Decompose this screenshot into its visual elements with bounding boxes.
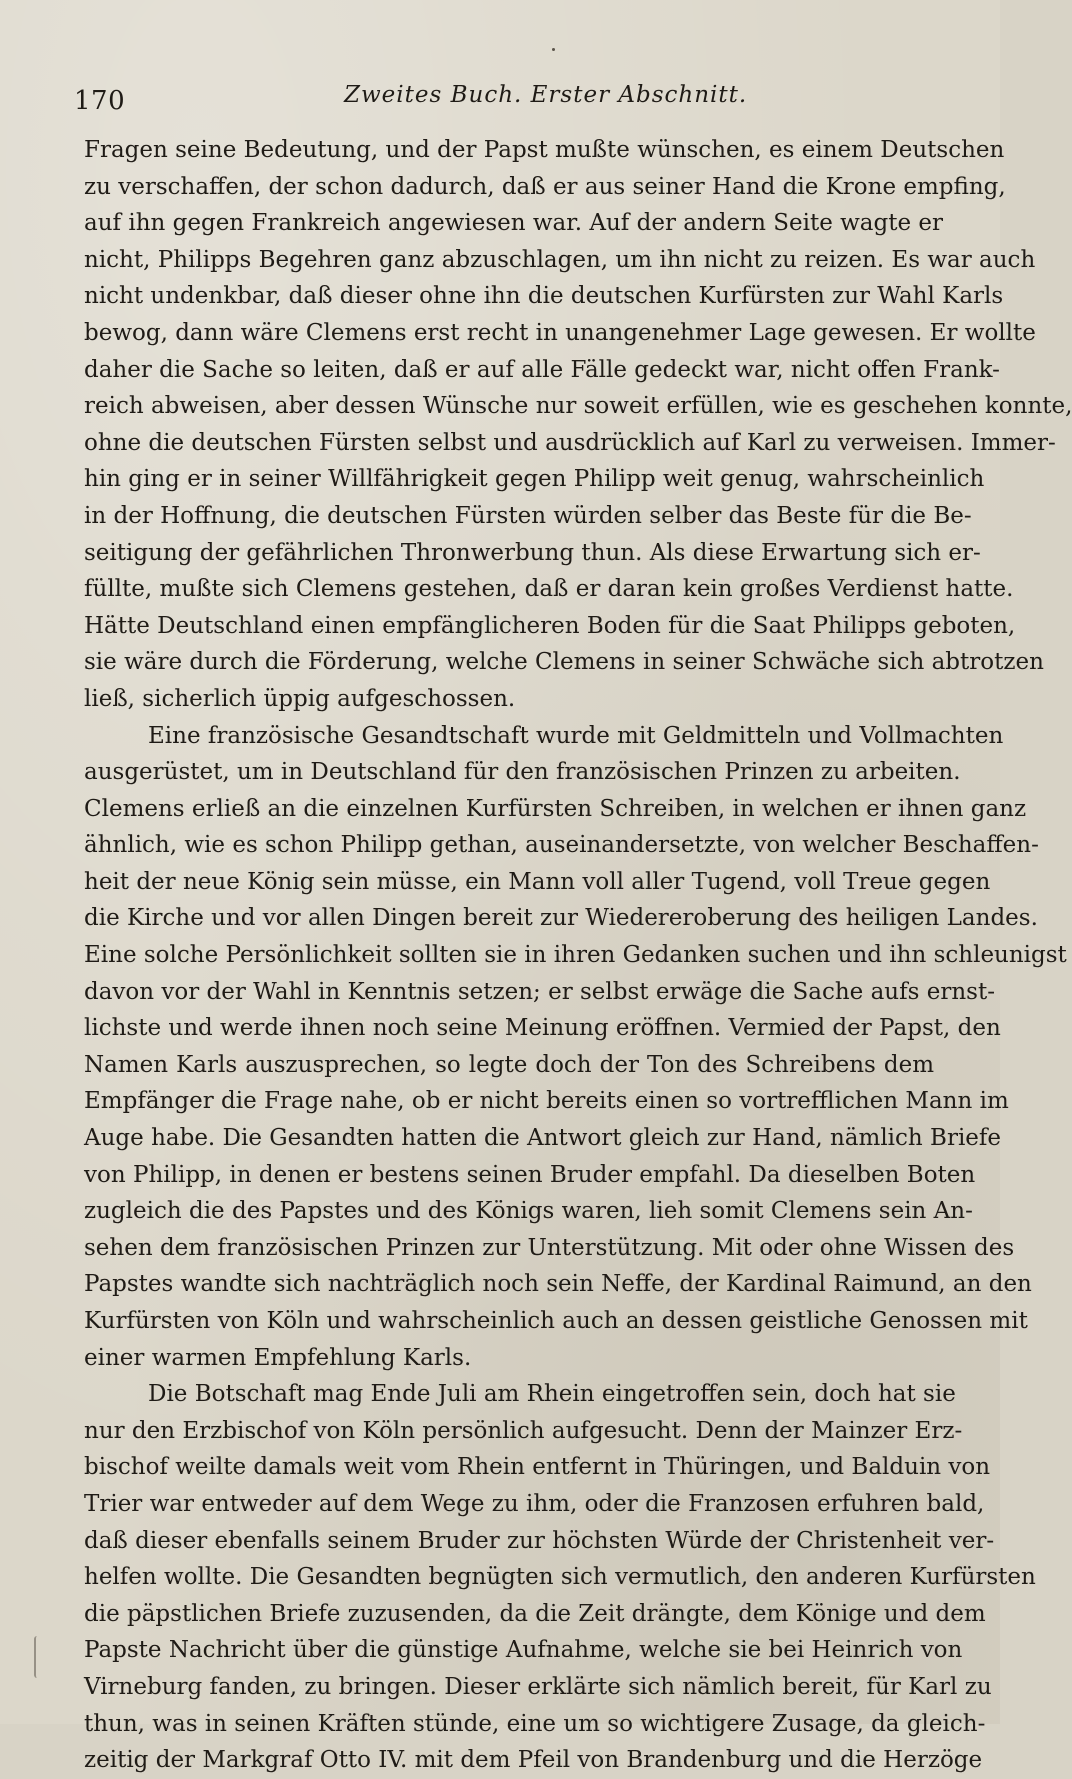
text-line: Kurfürsten von Köln und wahrscheinlich auch an dessen geistliche Genossen mit (84, 1308, 1028, 1334)
text-line: nicht, Philipps Begehren ganz abzuschlagen, um ihn nicht zu reizen. Es war auch (84, 246, 1036, 273)
text-line: lichste und werde ihnen noch seine Meinung eröffnen. Vermied der Papst, den (84, 1015, 1001, 1042)
text-line: Die Botschaft mag Ende Juli am Rhein eingetroffen sein, doch hat sie (148, 1381, 956, 1408)
body-text (84, 132, 1072, 1779)
text-line: Empfänger die Frage nahe, ob er nicht bereits einen so vortrefflichen Mann im (84, 1088, 1009, 1115)
text-line: die päpstlichen Briefe zuzusenden, da die Zeit drängte, dem Könige und dem (84, 1600, 986, 1627)
text-line: Auge habe. Die Gesandten hatten die Antwort gleich zur Hand, nämlich Briefe (84, 1125, 1002, 1152)
margin-pencil-mark (34, 1636, 42, 1678)
text-line: thun, was in seinen Kräften stünde, eine um so wichtigere Zusage, da gleich- (84, 1710, 986, 1737)
text-line: bewog, dann wäre Clemens erst recht in unangenehmer Lage gewesen. Er wollte (84, 319, 1036, 346)
text-line: bischof weilte damals weit vom Rhein entfernt in Thüringen, und Balduin von (84, 1454, 991, 1481)
page-number: 170 (74, 86, 126, 116)
text-line: Eine solche Persönlichkeit sollten sie in ihren Gedanken suchen und ihn schleunigst (84, 942, 1067, 969)
text-line: helfen wollte. Die Gesandten begnügten sich vermutlich, den anderen Kurfürsten (84, 1564, 1036, 1591)
text-line: in der Hoffnung, die deutschen Fürsten würden selber das Beste für die Be- (84, 502, 972, 529)
text-line: Papstes wandte sich nachträglich noch sein Neffe, der Kardinal Raimund, an den (84, 1271, 1032, 1298)
text-line: hin ging er in seiner Willfährigkeit gegen Philipp weit genug, wahrscheinlich (84, 466, 985, 493)
paper-speck (552, 48, 555, 51)
text-line: daher die Sache so leiten, daß er auf alle Fälle gedeckt war, nicht offen Frank- (84, 356, 1000, 383)
text-line: ohne die deutschen Fürsten selbst und ausdrücklich auf Karl zu verweisen. Immer- (84, 429, 1056, 456)
text-line: reich abweisen, aber dessen Wünsche nur soweit erfüllen, wie es geschehen konnte, (84, 393, 1072, 420)
text-line: ausgerüstet, um in Deutschland für den französischen Prinzen zu arbeiten. (84, 759, 961, 786)
text-line: Namen Karls auszusprechen, so legte doch der Ton des Schreibens dem (84, 1051, 934, 1078)
text-line: seitigung der gefährlichen Thronwerbung thun. Als diese Erwartung sich er- (84, 539, 981, 566)
text-line: Papste Nachricht über die günstige Aufnahme, welche sie bei Heinrich von (84, 1637, 963, 1664)
text-line: Fragen seine Bedeutung, und der Papst mußte wünschen, es einem Deutschen (84, 137, 1005, 163)
text-line: daß dieser ebenfalls seinem Bruder zur höchsten Würde der Christenheit ver- (84, 1527, 995, 1554)
text-line: zu verschaffen, der schon dadurch, daß er aus seiner Hand die Krone empfing, (84, 173, 1006, 200)
text-line: Hätte Deutschland einen empfänglicheren Boden für die Saat Philipps geboten, (84, 612, 1016, 639)
text-line: ließ, sicherlich üppig aufgeschossen. (84, 685, 516, 712)
text-line: ähnlich, wie es schon Philipp gethan, auseinandersetzte, von welcher Beschaffen- (84, 832, 1039, 859)
text-line: einer warmen Empfehlung Karls. (84, 1344, 472, 1371)
text-line: nur den Erzbischof von Köln persönlich aufgesucht. Denn der Mainzer Erz- (84, 1417, 963, 1444)
text-line: Virneburg fanden, zu bringen. Dieser erklärte sich nämlich bereit, für Karl zu (84, 1673, 992, 1700)
text-line: zeitig der Markgraf Otto IV. mit dem Pfeil von Brandenburg und die Herzöge (84, 1747, 983, 1774)
text-line: Eine französische Gesandtschaft wurde mit Geldmitteln und Vollmachten (148, 722, 1004, 749)
text-line: Trier war entweder auf dem Wege zu ihm, oder die Franzosen erfuhren bald, (84, 1490, 985, 1517)
text-line: davon vor der Wahl in Kenntnis setzen; er selbst erwäge die Sache aufs ernst- (84, 978, 995, 1005)
text-line: auf ihn gegen Frankreich angewiesen war. Auf der andern Seite wagte er (84, 210, 944, 237)
text-line: nicht undenkbar, daß dieser ohne ihn die deutschen Kurfürsten zur Wahl Karls (84, 283, 1004, 310)
text-line: füllte, mußte sich Clemens gestehen, daß er daran kein großes Verdienst hatte. (84, 576, 1014, 603)
page-header (74, 78, 940, 118)
text-line: Clemens erließ an die einzelnen Kurfürsten Schreiben, in welchen er ihnen ganz (84, 795, 1027, 822)
text-line: zugleich die des Papstes und des Königs waren, lieh somit Clemens sein An- (84, 1198, 973, 1225)
text-line: sie wäre durch die Förderung, welche Clemens in seiner Schwäche sich abtrotzen (84, 649, 1044, 676)
running-head: Zweites Buch. Erster Abschnitt. (344, 82, 748, 108)
text-line: heit der neue König sein müsse, ein Mann voll aller Tugend, voll Treue gegen (84, 868, 991, 895)
text-line: sehen dem französischen Prinzen zur Unterstützung. Mit oder ohne Wissen des (84, 1234, 1015, 1261)
text-line: von Philipp, in denen er bestens seinen Bruder empfahl. Da dieselben Boten (84, 1161, 976, 1188)
text-line: die Kirche und vor allen Dingen bereit zur Wiedereroberung des heiligen Landes. (84, 905, 1038, 932)
